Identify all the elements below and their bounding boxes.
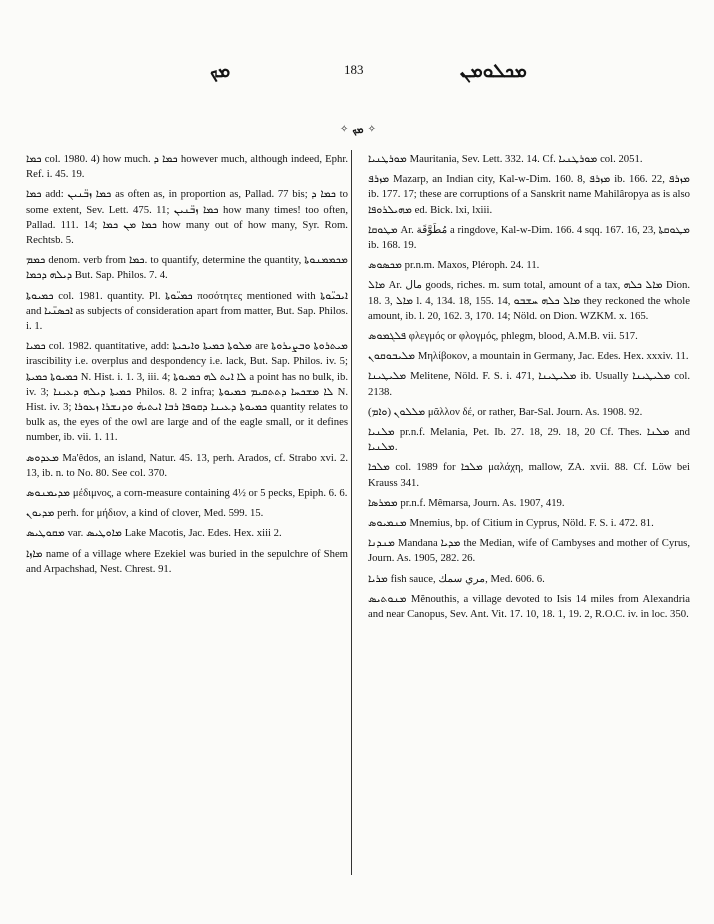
- dictionary-entry: ܡܟܣܘܣ pr.n.m. Maxos, Pléroph. 24. 11.: [368, 259, 540, 272]
- dictionary-entry: ܡܠܝܒܘܩܘܢ Μηλίβοκον, a mountain in Germany, Jac. Edes. Hex. xxxiv. 11.: [368, 350, 689, 363]
- dictionary-entry: ܡܪܝܐ fish sauce, مري سمك, Med. 606. 6.: [368, 572, 545, 585]
- ornament-dot: ✧: [367, 123, 376, 135]
- column-divider: [351, 150, 352, 875]
- left-column: [26, 152, 348, 582]
- dictionary-entry: ܡܛܘܩܐ Ar. مُطَوَّقَة a ringdove, Kal-w-Dim. 166. 4 sqq. 167. 16, 23, ܡܛܘܩܬܐ ib. 168. 19.: [368, 223, 690, 252]
- ornament-dot: ✧: [340, 123, 349, 135]
- dictionary-entry: ܡܠܟܐ col. 1989 for ܡܠܟܐ μαλάχη, mallow, ZA. xvii. 88. Cf. Löw bei Krauss 341.: [368, 461, 690, 489]
- page-header: [0, 60, 714, 84]
- dictionary-entry: ܡܕܝܘܢ perh. for μήδιον, a kind of clover, Med. 599. 15.: [26, 507, 264, 520]
- dictionary-entry: ܡܕܝܡܢܘܣ μέδιμνος, a corn-measure containing 4½ or 5 pecks, Epiph. 6. 6.: [26, 487, 348, 500]
- right-running-headword: ܡܟܠܘܡܢ: [460, 60, 527, 82]
- dictionary-entry: ܟܡܡ denom. verb from ܟܡܐ. to quantify, determine the quantity, ܡܟܡܡܢܘܬܐ ܕܝܠܗ ܕܟܡܐ But. Sap. Philos. 7. 4.: [26, 254, 348, 282]
- dictionary-entry: ܡܠܢܝܐ pr.n.f. Melania, Pet. Ib. 27. 18, 29. 18, 20 Cf. Thes. ܡܠܢܐ and ܡܠܢܝܐ.: [368, 426, 690, 454]
- dictionary-entry: ܡܐܠ Ar. مال goods, riches. m. sum total, amount of a tax, ܡܐܠ ܟܠܗ Dion. 18. 3, ܡܐܠ l. 4, 134. 18, 155. 14, ܡܐܠ ܟܠܗ ܚܫܒܘ they reckoned the whole amount, ib. l. 20, 162. 3, 170. 14; Nöld. on Dion. WZKM. x. 165.: [368, 279, 690, 322]
- dictionary-entry: ܡܙܪܦ Mazarp, an Indian city, Kal-w-Dim. 160. 8, ܡܙܪܦ ib. 166. 22, ܡܙܪܦ ib. 177. 17; these are corruptions of a Sanskrit name Mahilâropya as is also ܡܗܝܠܪܘܦܐ ed. Bick. lxi, lxiii.: [368, 173, 690, 216]
- page-number: 183: [344, 62, 364, 77]
- dictionary-entry: ܟܡܐ add: ܟܡܐ ܙܒ̈ܢܝܢ as often as, in proportion as, Pallad. 77 bis; ܟܡܐ ܕ to some extent, Sev. Lett. 475. 11; ܟܡܐ ܙܒ̈ܢܝܢ how many times! too often, Pallad. 111. 14; ܟܡܐ ܡܢ ܟܡܐ how many out of how many, Syr. Rom. Rechtsb. 5.: [26, 188, 349, 247]
- dictionary-entry: ܡܢܕܢܐ Mandana ܡܕܝܐ the Median, wife of Cambyses and mother of Cyrus, Journ. As. 1905, 282. 26.: [368, 537, 690, 565]
- dictionary-entry: ܦܠܓܡܘܣ φλεγμός or φλογμός, phlegm, blood, A.M.B. vii. 517.: [368, 330, 638, 343]
- dictionary-entry: ܡܐܙܐ name of a village where Ezekiel was buried in the sepulchre of Shem and Arpachshad, Nest. Chrest. 91.: [26, 547, 348, 575]
- dictionary-entry: ܡܠܠܘܢ (ܘܐܡ) μᾶλλον δέ, or rather, Bar-Sal. Journ. As. 1908. 92.: [368, 405, 643, 418]
- dictionary-entry: ܡܠܝܛܝܢܐ Melitene, Nöld. F. S. i. 471, ܡܠܝܛܝܢܐ ib. Usually ܡܠܝܛܝܢܐ col. 2138.: [368, 370, 690, 398]
- dictionary-entry: ܟܡܝܘܬܐ col. 1981. quantity. Pl. ܟܡܝ̈ܘܬܐ ποσότητες mentioned with ܐܝܟܝ̈ܘܬܐ and ܐܟܣܢ̈ܝܐ as subjects of consideration apart from matter, But. Sap. Philos. i. 1.: [26, 289, 348, 333]
- dictionary-entry: ܡܥܕܘܣ Ma'êdos, an island, Natur. 45. 13, perh. Arados, cf. Strabo xvi. 2. 13, ib. n. to No. 80. See col. 370.: [26, 451, 348, 479]
- dictionary-entry: ܡܢܡܝܘܣ Mnemius, bp. of Citium in Cyprus, Nöld. F. S. i. 472. 81.: [368, 517, 654, 530]
- dictionary-entry: ܡܘܪܛܢܝܐ Mauritania, Sev. Lett. 332. 14. Cf. ܡܘܪܛܢܝܐ col. 2051.: [368, 153, 643, 165]
- dictionary-entry: ܡܩܘܛܝܣ var. ܡܐܘܛܝܣ Lake Macotis, Jac. Edes. Hex. xiii 2.: [26, 527, 282, 540]
- right-column: [368, 152, 690, 627]
- left-running-headword: ܡܟ: [210, 60, 231, 82]
- dictionary-entry: ܟܡܝܐ col. 1982. quantitative, add: ܡܠܘܬܐ ܟܡܝܬܐ ܘܐܝܟܝܬܐ are ܡܝܬܪܘܬܐ ܘܒܨܝܪܘܬܐ irascibility i.e. overplus and despondency i.e. lack, But. Sap. Philos. iv. 5; ܟܡܝܘܬܐ ܟܡܝܬܐ N. Hist. i. 1. 3, iii. 4; ܠܐ ܐܝܬ ܠܗ ܟܡܝܘܬܐ a point has no bulk, ib. iv. 3; ܟܡܝܬܐ ܕܝܠܗ ܕܥܝܢܐ Philos. 8. 2 infra; ܠܐ ܡܫܟܚܐ ܕܬܬܩܝܡ ܟܡܝܘܬܐ N. Hist. iv. 3; ܟܡܝܘܬܐ ܕܥܝܢܐ ܕܩܘܦܐ ܪܒܐ ܐܝܬܝܗ̇ ܘܕܢܫܪܐ ܙܥܘܪܐ quantity relates to bulk as, the eyes of the owl are large and of the eagle small, or it defines number, ib. vii. 1. 11.: [26, 340, 349, 444]
- section-heading: [318, 120, 398, 138]
- dictionary-entry: ܡܢܘܬܝܣ Mĕnouthis, a village devoted to Isis 14 miles from Alexandria and near Canopus, Sev. Ant. Vit. 17. 10, 18. 1, 19. 2, R.O.C. iv. in loc. 350.: [368, 592, 690, 621]
- section-letter: ܡܟ: [352, 124, 364, 136]
- dictionary-entry: ܡܡܪܣܐ pr.n.f. Mêmarsa, Journ. As. 1907, 419.: [368, 496, 565, 509]
- dictionary-entry: ܟܡܐ col. 1980. 4) how much. ܟܡܐ ܕ however much, although indeed, Ephr. Ref. i. 45. 19.: [26, 153, 348, 181]
